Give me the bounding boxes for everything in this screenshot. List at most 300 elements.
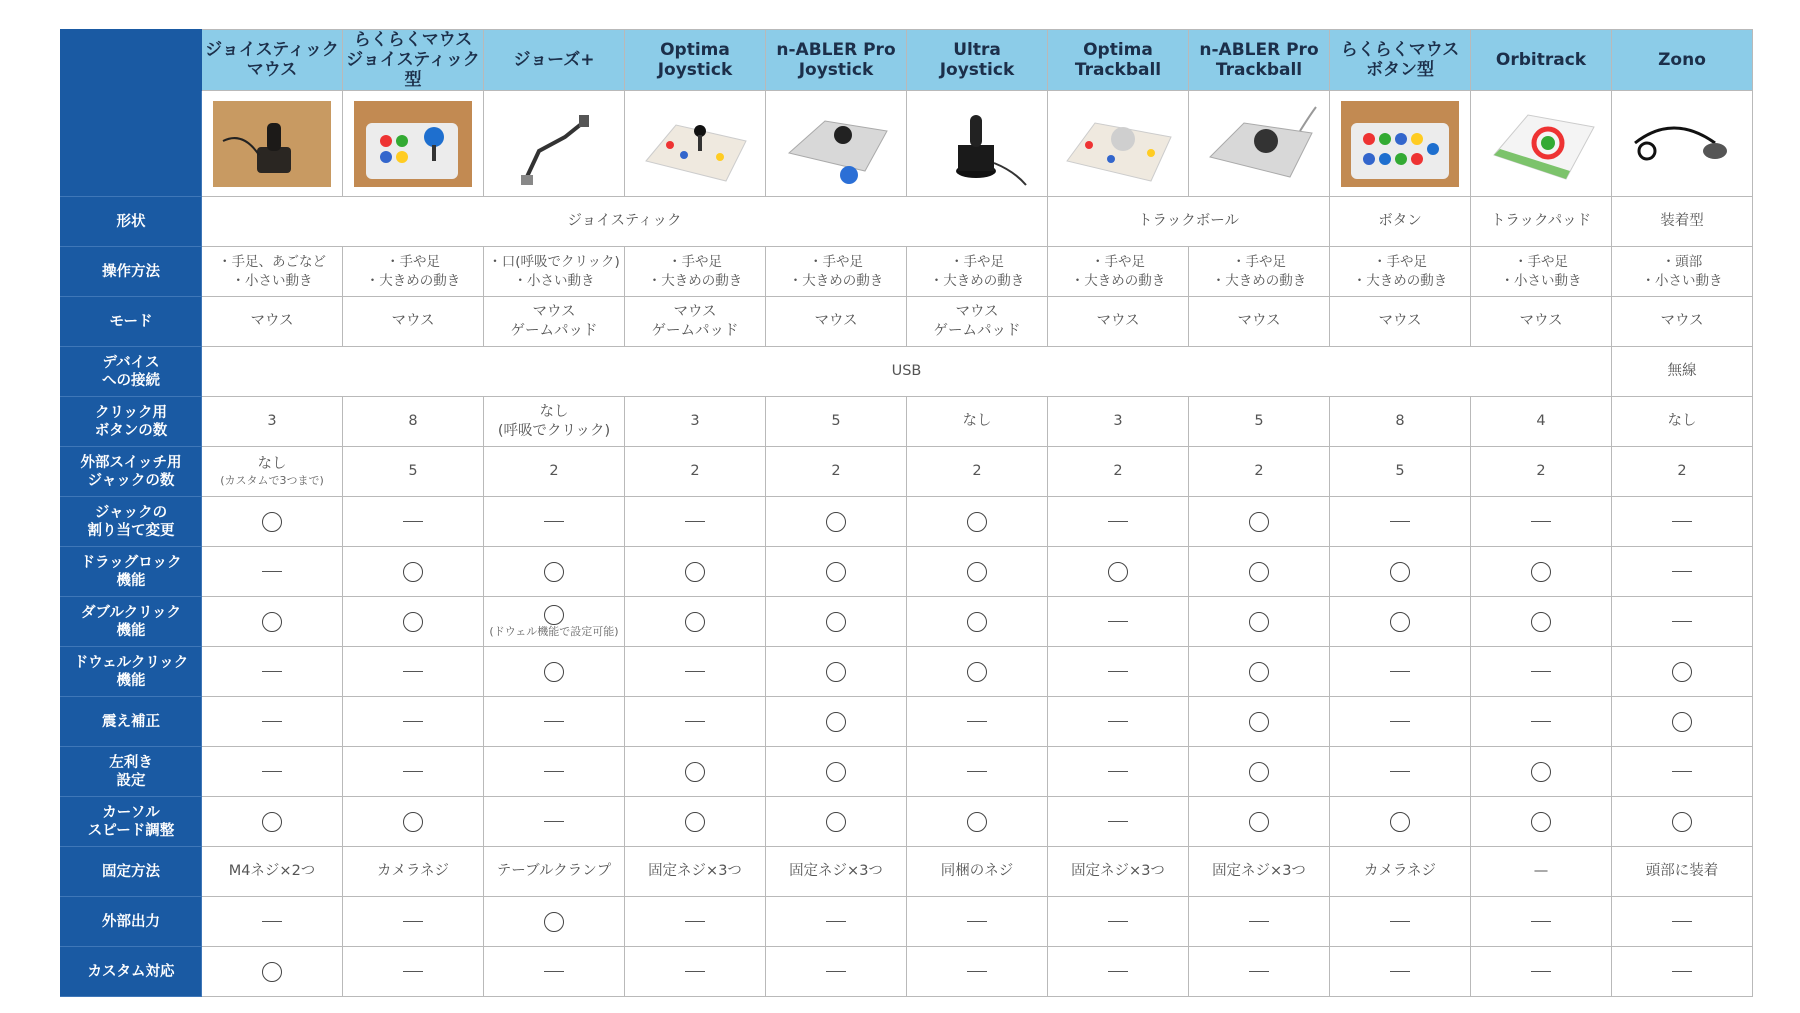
mode-cell: マウス ゲームパッド — [907, 297, 1048, 347]
mounting-cell: 同梱のネジ — [907, 847, 1048, 897]
dash-mark-icon — [544, 771, 564, 772]
dwell-click-cell — [766, 647, 907, 697]
connection-group-cell: 無線 — [1612, 347, 1753, 397]
left-hand-cell — [484, 747, 625, 797]
operation-row — [61, 247, 1753, 297]
left-hand-cell — [1471, 747, 1612, 797]
jouse-plus-photo — [495, 101, 613, 187]
dash-mark-icon — [967, 721, 987, 722]
dash-mark-icon — [262, 671, 282, 672]
drag-lock-row — [61, 547, 1753, 597]
circle-mark-icon — [544, 562, 564, 582]
operation-cell: ・手や足 ・大きめの動き — [1330, 247, 1471, 297]
circle-mark-icon — [826, 812, 846, 832]
left-hand-label: 左利き 設定 — [61, 747, 202, 797]
custom-support-cell — [343, 947, 484, 997]
double-click-cell — [1189, 597, 1330, 647]
dash-mark-icon — [1249, 921, 1269, 922]
switch-jacks-value: 2 — [1254, 463, 1264, 479]
jack-assign-cell — [766, 497, 907, 547]
dash-mark-icon — [1390, 971, 1410, 972]
click-buttons-row — [61, 397, 1753, 447]
circle-mark-icon — [1531, 812, 1551, 832]
switch-jacks-cell — [766, 447, 907, 497]
switch-jacks-cell — [625, 447, 766, 497]
switch-jacks-value: 5 — [408, 463, 418, 479]
external-output-cell — [1048, 897, 1189, 947]
product-photo-cell — [484, 91, 625, 197]
circle-mark-icon — [685, 612, 705, 632]
rakuraku-joystick-photo — [354, 101, 472, 187]
tremor-filter-row — [61, 697, 1753, 747]
circle-mark-icon — [1249, 612, 1269, 632]
dash-mark-icon — [262, 771, 282, 772]
dash-mark-icon — [403, 921, 423, 922]
left-hand-cell — [766, 747, 907, 797]
jack-assign-cell — [1330, 497, 1471, 547]
switch-jacks-cell — [1048, 447, 1189, 497]
jack-assign-cell — [1189, 497, 1330, 547]
double-click-cell — [343, 597, 484, 647]
mode-cell: マウス — [1189, 297, 1330, 347]
dash-mark-icon — [403, 521, 423, 522]
dwell-click-cell — [1189, 647, 1330, 697]
cursor-speed-row — [61, 797, 1753, 847]
left-hand-cell — [202, 747, 343, 797]
shape-group-cell: ジョイスティック — [202, 197, 1048, 247]
double-click-cell — [907, 597, 1048, 647]
dash-mark-icon — [544, 721, 564, 722]
product-photo-cell — [202, 91, 343, 197]
product-photo-cell — [1612, 91, 1753, 197]
left-hand-cell — [1189, 747, 1330, 797]
circle-mark-icon — [1672, 812, 1692, 832]
circle-mark-icon — [1108, 562, 1128, 582]
dash-mark-icon — [685, 721, 705, 722]
click-buttons-cell: 5 — [766, 397, 907, 447]
product-name-header: らくらくマウス ジョイスティック型 — [343, 30, 484, 91]
dash-mark-icon — [403, 971, 423, 972]
connection-group-cell: USB — [202, 347, 1612, 397]
custom-support-cell — [625, 947, 766, 997]
mounting-cell: M4ネジ×2つ — [202, 847, 343, 897]
dwell-click-cell — [1612, 647, 1753, 697]
jack-assign-cell — [907, 497, 1048, 547]
dash-mark-icon — [967, 921, 987, 922]
dwell-click-cell — [625, 647, 766, 697]
cursor-speed-cell — [625, 797, 766, 847]
switch-jacks-row — [61, 447, 1753, 497]
circle-mark-icon — [1390, 812, 1410, 832]
mounting-cell: 固定ネジ×3つ — [625, 847, 766, 897]
mode-cell: マウス ゲームパッド — [625, 297, 766, 347]
left-hand-cell — [907, 747, 1048, 797]
product-name-header: n-ABLER Pro Trackball — [1189, 30, 1330, 91]
switch-jacks-cell — [1612, 447, 1753, 497]
external-output-cell — [202, 897, 343, 947]
dash-mark-icon — [1108, 621, 1128, 622]
drag-lock-cell — [1612, 547, 1753, 597]
circle-mark-icon — [1249, 812, 1269, 832]
circle-mark-icon — [403, 812, 423, 832]
click-buttons-cell: 3 — [625, 397, 766, 447]
circle-mark-icon — [262, 612, 282, 632]
product-photo-cell — [1471, 91, 1612, 197]
operation-cell: ・手や足 ・大きめの動き — [625, 247, 766, 297]
dash-mark-icon — [403, 721, 423, 722]
cursor-speed-cell — [907, 797, 1048, 847]
circle-mark-icon — [826, 712, 846, 732]
circle-mark-icon — [544, 605, 564, 625]
external-output-cell — [1471, 897, 1612, 947]
switch-jacks-cell — [1330, 447, 1471, 497]
operation-cell: ・手や足 ・大きめの動き — [766, 247, 907, 297]
product-photo-cell — [907, 91, 1048, 197]
left-hand-cell — [343, 747, 484, 797]
product-name-header: Ultra Joystick — [907, 30, 1048, 91]
double-click-cell — [202, 597, 343, 647]
mode-cell: マウス — [202, 297, 343, 347]
nabler-joystick-photo — [777, 101, 895, 187]
dash-mark-icon — [1390, 771, 1410, 772]
circle-mark-icon — [544, 912, 564, 932]
operation-cell: ・手や足 ・大きめの動き — [907, 247, 1048, 297]
tremor-filter-cell — [343, 697, 484, 747]
product-name-header: ジョイスティック マウス — [202, 30, 343, 91]
dash-mark-icon — [967, 771, 987, 772]
circle-mark-icon — [826, 762, 846, 782]
drag-lock-cell — [766, 547, 907, 597]
dash-mark-icon — [967, 971, 987, 972]
drag-lock-cell — [1330, 547, 1471, 597]
left-hand-cell — [1048, 747, 1189, 797]
click-buttons-cell: 8 — [343, 397, 484, 447]
dash-mark-icon — [1672, 571, 1692, 572]
dash-mark-icon — [262, 921, 282, 922]
circle-mark-icon — [1531, 762, 1551, 782]
circle-mark-icon — [403, 562, 423, 582]
circle-mark-icon — [262, 812, 282, 832]
double-click-cell — [766, 597, 907, 647]
dash-mark-icon — [1249, 971, 1269, 972]
tremor-filter-cell — [1471, 697, 1612, 747]
mounting-cell: カメラネジ — [1330, 847, 1471, 897]
nabler-trackball-photo — [1200, 101, 1318, 187]
circle-mark-icon — [262, 962, 282, 982]
operation-cell: ・手足、あごなど ・小さい動き — [202, 247, 343, 297]
switch-jacks-value: 2 — [690, 463, 700, 479]
circle-mark-icon — [1672, 712, 1692, 732]
product-photo-cell — [1330, 91, 1471, 197]
switch-jacks-cell — [202, 447, 343, 497]
dash-mark-icon — [403, 671, 423, 672]
external-output-cell — [484, 897, 625, 947]
click-buttons-cell: 3 — [202, 397, 343, 447]
circle-mark-icon — [1249, 712, 1269, 732]
circle-mark-icon — [826, 562, 846, 582]
mounting-cell: カメラネジ — [343, 847, 484, 897]
product-photo-cell — [766, 91, 907, 197]
dash-mark-icon — [1531, 721, 1551, 722]
dash-mark-icon — [1531, 521, 1551, 522]
left-hand-row — [61, 747, 1753, 797]
left-hand-cell — [1612, 747, 1753, 797]
rakuraku-button-photo — [1341, 101, 1459, 187]
switch-jacks-cell — [907, 447, 1048, 497]
circle-mark-icon — [1249, 662, 1269, 682]
custom-support-cell — [1330, 947, 1471, 997]
circle-mark-icon — [967, 662, 987, 682]
dash-mark-icon — [403, 771, 423, 772]
click-buttons-cell: 3 — [1048, 397, 1189, 447]
double-click-cell — [1471, 597, 1612, 647]
dash-mark-icon — [826, 971, 846, 972]
dwell-click-cell — [484, 647, 625, 697]
dash-mark-icon — [1531, 671, 1551, 672]
optima-joystick-photo — [636, 101, 754, 187]
dwell-click-row — [61, 647, 1753, 697]
dash-mark-icon — [1672, 621, 1692, 622]
jack-assign-cell — [1471, 497, 1612, 547]
operation-cell: ・手や足 ・大きめの動き — [343, 247, 484, 297]
tremor-filter-cell — [907, 697, 1048, 747]
photo-row-label — [61, 91, 202, 197]
external-output-label: 外部出力 — [61, 897, 202, 947]
custom-support-cell — [1048, 947, 1189, 997]
corner-cell — [61, 30, 202, 91]
orbitrack-photo — [1482, 101, 1600, 187]
drag-lock-cell — [907, 547, 1048, 597]
mode-cell: マウス — [1048, 297, 1189, 347]
cursor-speed-cell — [343, 797, 484, 847]
switch-jacks-cell — [1189, 447, 1330, 497]
shape-group-cell: トラックパッド — [1471, 197, 1612, 247]
tremor-filter-cell — [202, 697, 343, 747]
external-output-cell — [1330, 897, 1471, 947]
dash-mark-icon — [1108, 671, 1128, 672]
optima-trackball-photo — [1059, 101, 1177, 187]
circle-mark-icon — [1672, 662, 1692, 682]
product-photo-cell — [625, 91, 766, 197]
dwell-click-cell — [1048, 647, 1189, 697]
circle-mark-icon — [967, 612, 987, 632]
dash-mark-icon — [685, 921, 705, 922]
dash-mark-icon — [1390, 921, 1410, 922]
switch-jacks-value: 2 — [1677, 463, 1687, 479]
click-buttons-cell: なし — [907, 397, 1048, 447]
drag-lock-label: ドラッグロック 機能 — [61, 547, 202, 597]
cursor-speed-cell — [1330, 797, 1471, 847]
circle-mark-icon — [544, 662, 564, 682]
mounting-cell: 固定ネジ×3つ — [766, 847, 907, 897]
circle-mark-icon — [685, 812, 705, 832]
dash-mark-icon — [1672, 921, 1692, 922]
tremor-filter-cell — [1330, 697, 1471, 747]
dash-mark-icon — [544, 521, 564, 522]
mounting-cell: テーブルクランプ — [484, 847, 625, 897]
double-click-row — [61, 597, 1753, 647]
custom-support-cell — [766, 947, 907, 997]
cursor-speed-cell — [484, 797, 625, 847]
cell-note: (ドウェル機能で設定可能) — [489, 624, 619, 638]
click-buttons-cell: なし — [1612, 397, 1753, 447]
mode-cell: マウス — [1471, 297, 1612, 347]
dash-mark-icon — [1390, 521, 1410, 522]
dash-mark-icon — [1108, 721, 1128, 722]
dash-mark-icon — [1531, 921, 1551, 922]
circle-mark-icon — [1390, 612, 1410, 632]
shape-group-cell: ボタン — [1330, 197, 1471, 247]
double-click-cell — [1048, 597, 1189, 647]
dash-mark-icon — [1390, 671, 1410, 672]
operation-cell: ・手や足 ・大きめの動き — [1189, 247, 1330, 297]
product-photo-cell — [1189, 91, 1330, 197]
tremor-filter-cell — [1612, 697, 1753, 747]
cursor-speed-cell — [1048, 797, 1189, 847]
dash-mark-icon — [544, 971, 564, 972]
external-output-row — [61, 897, 1753, 947]
cursor-speed-cell — [1612, 797, 1753, 847]
mode-cell: マウス — [343, 297, 484, 347]
custom-support-cell — [1471, 947, 1612, 997]
mode-cell: マウス ゲームパッド — [484, 297, 625, 347]
dwell-click-cell — [343, 647, 484, 697]
circle-mark-icon — [1249, 762, 1269, 782]
left-hand-cell — [625, 747, 766, 797]
jack-assign-cell — [343, 497, 484, 547]
custom-support-cell — [1189, 947, 1330, 997]
custom-support-label: カスタム対応 — [61, 947, 202, 997]
mounting-cell: 固定ネジ×3つ — [1189, 847, 1330, 897]
tremor-filter-cell — [484, 697, 625, 747]
dash-mark-icon — [685, 671, 705, 672]
switch-jacks-label: 外部スイッチ用 ジャックの数 — [61, 447, 202, 497]
joystick-mouse-photo — [213, 101, 331, 187]
drag-lock-cell — [1048, 547, 1189, 597]
custom-support-cell — [484, 947, 625, 997]
drag-lock-cell — [1189, 547, 1330, 597]
click-buttons-cell: 4 — [1471, 397, 1612, 447]
custom-support-row — [61, 947, 1753, 997]
circle-mark-icon — [685, 762, 705, 782]
dash-mark-icon — [685, 971, 705, 972]
circle-mark-icon — [967, 512, 987, 532]
switch-jacks-value: 2 — [1113, 463, 1123, 479]
cell-note: (カスタムで3つまで) — [220, 474, 324, 487]
jack-assign-cell — [625, 497, 766, 547]
click-buttons-label: クリック用 ボタンの数 — [61, 397, 202, 447]
product-name-header: らくらくマウス ボタン型 — [1330, 30, 1471, 91]
circle-mark-icon — [826, 662, 846, 682]
dwell-click-cell — [1330, 647, 1471, 697]
photo-row — [61, 91, 1753, 197]
operation-cell: ・手や足 ・大きめの動き — [1048, 247, 1189, 297]
comparison-table — [60, 29, 1753, 997]
switch-jacks-cell — [484, 447, 625, 497]
tremor-filter-cell — [766, 697, 907, 747]
circle-mark-icon — [1531, 612, 1551, 632]
dwell-click-cell — [907, 647, 1048, 697]
dwell-click-cell — [202, 647, 343, 697]
dash-mark-icon — [1390, 721, 1410, 722]
mounting-cell: 頭部に装着 — [1612, 847, 1753, 897]
double-click-cell — [1330, 597, 1471, 647]
mode-cell: マウス — [766, 297, 907, 347]
shape-row — [61, 197, 1753, 247]
dash-mark-icon — [1108, 921, 1128, 922]
circle-mark-icon — [1249, 512, 1269, 532]
drag-lock-cell — [1471, 547, 1612, 597]
product-photo-cell — [1048, 91, 1189, 197]
jack-assign-row — [61, 497, 1753, 547]
click-buttons-cell: なし (呼吸でクリック) — [484, 397, 625, 447]
mounting-cell: — — [1471, 847, 1612, 897]
click-buttons-cell: 5 — [1189, 397, 1330, 447]
dash-mark-icon — [826, 921, 846, 922]
dash-mark-icon — [262, 571, 282, 572]
cursor-speed-cell — [1189, 797, 1330, 847]
switch-jacks-value: 5 — [1395, 463, 1405, 479]
external-output-cell — [1189, 897, 1330, 947]
circle-mark-icon — [262, 512, 282, 532]
switch-jacks-value: なし — [257, 456, 287, 472]
custom-support-cell — [907, 947, 1048, 997]
product-name-header: n-ABLER Pro Joystick — [766, 30, 907, 91]
dash-mark-icon — [1108, 521, 1128, 522]
product-name-header: Zono — [1612, 30, 1753, 91]
jack-assign-label: ジャックの 割り当て変更 — [61, 497, 202, 547]
operation-cell: ・頭部 ・小さい動き — [1612, 247, 1753, 297]
double-click-cell — [484, 597, 625, 647]
product-name-header: Optima Trackball — [1048, 30, 1189, 91]
external-output-cell — [766, 897, 907, 947]
jack-assign-cell — [1612, 497, 1753, 547]
tremor-filter-label: 震え補正 — [61, 697, 202, 747]
jack-assign-cell — [1048, 497, 1189, 547]
shape-group-cell: 装着型 — [1612, 197, 1753, 247]
product-photo-cell — [343, 91, 484, 197]
left-hand-cell — [1330, 747, 1471, 797]
dash-mark-icon — [262, 721, 282, 722]
cursor-speed-cell — [766, 797, 907, 847]
click-buttons-cell: 8 — [1330, 397, 1471, 447]
dash-mark-icon — [1531, 971, 1551, 972]
product-name-header: ジョーズ+ — [484, 30, 625, 91]
circle-mark-icon — [1390, 562, 1410, 582]
cursor-speed-label: カーソル スピード調整 — [61, 797, 202, 847]
dash-mark-icon — [1108, 821, 1128, 822]
circle-mark-icon — [403, 612, 423, 632]
mounting-cell: 固定ネジ×3つ — [1048, 847, 1189, 897]
operation-cell: ・手や足 ・小さい動き — [1471, 247, 1612, 297]
drag-lock-cell — [625, 547, 766, 597]
circle-mark-icon — [1531, 562, 1551, 582]
tremor-filter-cell — [1189, 697, 1330, 747]
connection-label: デバイス への接続 — [61, 347, 202, 397]
operation-cell: ・口(呼吸でクリック) ・小さい動き — [484, 247, 625, 297]
circle-mark-icon — [1249, 562, 1269, 582]
mounting-row — [61, 847, 1753, 897]
custom-support-cell — [1612, 947, 1753, 997]
mode-cell: マウス — [1612, 297, 1753, 347]
mode-cell: マウス — [1330, 297, 1471, 347]
switch-jacks-value: 2 — [831, 463, 841, 479]
product-name-header: Optima Joystick — [625, 30, 766, 91]
dash-mark-icon — [1108, 771, 1128, 772]
tremor-filter-cell — [625, 697, 766, 747]
circle-mark-icon — [826, 612, 846, 632]
circle-mark-icon — [826, 512, 846, 532]
